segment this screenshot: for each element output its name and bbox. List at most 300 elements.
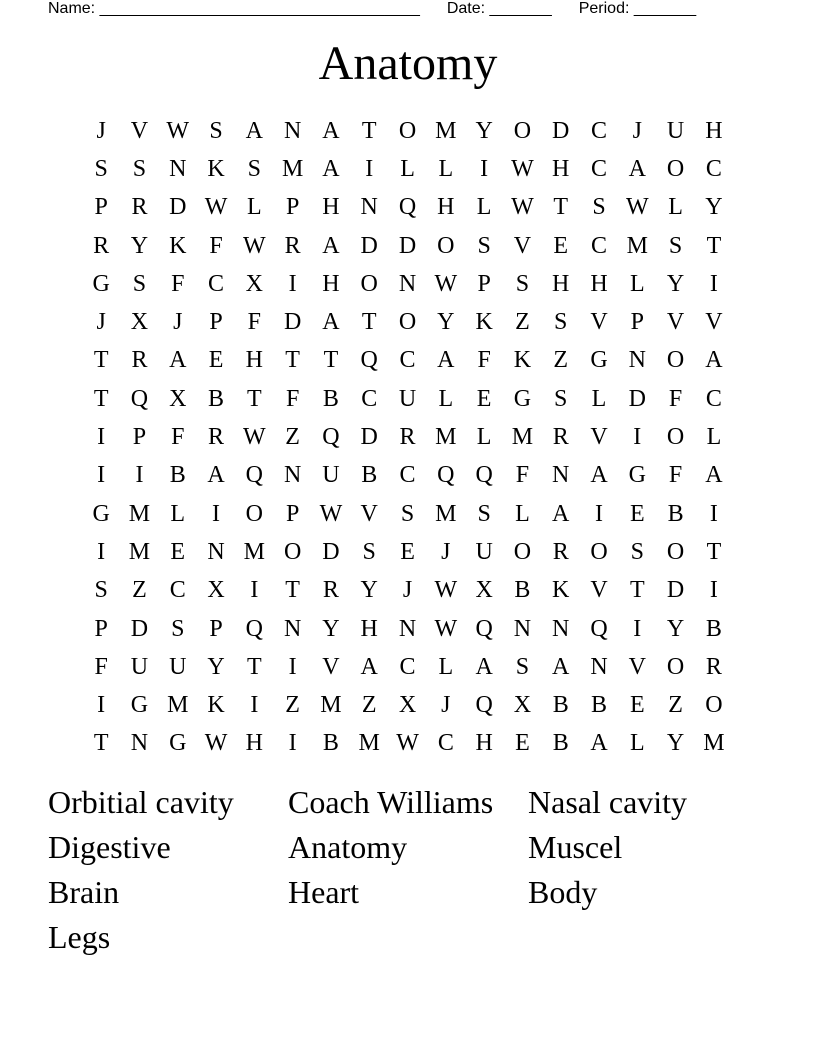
grid-letter: I [250, 577, 259, 604]
grid-letter: J [96, 117, 106, 144]
grid-letter: S [630, 538, 644, 565]
grid-letter: M [435, 117, 457, 144]
grid-letter: K [169, 232, 187, 259]
grid-letter: S [477, 500, 491, 527]
grid-letter: U [398, 385, 417, 412]
grid-letter: Y [360, 577, 378, 604]
grid-letter: F [94, 653, 108, 680]
grid-letter: N [130, 730, 149, 757]
grid-letter: B [322, 385, 339, 412]
grid-letter: L [438, 653, 454, 680]
grid-letter: O [398, 309, 417, 336]
grid-letter: Q [590, 615, 608, 642]
grid-letter: J [441, 692, 451, 719]
grid-letter: R [208, 424, 225, 451]
grid-letter: P [285, 500, 300, 527]
grid-letter: R [399, 424, 416, 451]
grid-letter: W [434, 270, 458, 297]
grid-letter: J [632, 117, 642, 144]
grid-letter: T [247, 385, 262, 412]
grid-letter: L [591, 385, 607, 412]
date-field: Date: _______ [446, 0, 552, 17]
grid-letter: S [132, 155, 147, 182]
grid-letter: O [245, 500, 263, 527]
grid-letter: F [209, 232, 223, 259]
grid-letter: O [513, 538, 532, 565]
grid-letter: A [552, 653, 570, 680]
grid-letter: X [130, 309, 149, 336]
grid-letter: V [590, 577, 608, 604]
grid-letter: O [666, 538, 685, 565]
grid-letter: U [322, 462, 340, 489]
grid-letter: S [171, 615, 185, 642]
grid-letter: M [243, 538, 265, 565]
grid-letter: L [247, 194, 262, 221]
grid-letter: R [322, 577, 339, 604]
grid-letter: R [552, 424, 569, 451]
grid-letter: H [552, 155, 570, 182]
grid-letter: W [204, 194, 228, 221]
grid-letter: W [396, 730, 419, 757]
grid-letter: I [595, 500, 603, 527]
grid-letter: P [630, 309, 644, 336]
grid-letter: Y [666, 615, 685, 642]
grid-letter: O [283, 538, 302, 565]
grid-letter: Z [132, 577, 147, 604]
grid-letter: T [285, 577, 300, 604]
word-list-item: Anatomy [288, 829, 408, 865]
grid-letter: V [360, 500, 378, 527]
grid-letter: O [666, 155, 685, 182]
header-fields [48, 0, 748, 20]
grid-letter: N [552, 615, 570, 642]
grid-letter: U [666, 117, 685, 144]
grid-letter: O [398, 117, 417, 144]
grid-letter: P [477, 270, 491, 297]
grid-letter: N [628, 347, 646, 374]
grid-letter: V [590, 424, 608, 451]
grid-letter: H [245, 347, 263, 374]
grid-letter: J [173, 309, 183, 336]
grid-letter: R [284, 232, 301, 259]
grid-letter: Z [361, 692, 377, 719]
grid-letter: S [94, 577, 108, 604]
period-field: Period: _______ [578, 0, 697, 17]
word-list-item: Coach Williams [288, 784, 494, 820]
grid-letter: X [169, 385, 187, 412]
grid-letter: Q [398, 194, 417, 221]
word-list-item: Orbitial cavity [48, 784, 234, 820]
grid-letter: T [706, 232, 722, 259]
grid-letter: X [475, 577, 493, 604]
grid-letter: H [590, 270, 608, 297]
grid-letter: I [250, 692, 259, 719]
grid-letter: T [247, 653, 262, 680]
grid-letter: L [629, 730, 645, 757]
grid-letter: M [435, 424, 457, 451]
grid-letter: O [705, 692, 723, 719]
grid-letter: B [169, 462, 186, 489]
grid-letter: V [322, 653, 340, 680]
letter-grid [82, 112, 733, 763]
grid-letter: N [552, 462, 570, 489]
grid-letter: D [628, 385, 646, 412]
grid-letter: M [320, 692, 342, 719]
grid-letter: S [477, 232, 491, 259]
grid-letter: M [167, 692, 189, 719]
grid-letter: C [591, 117, 608, 144]
grid-letter: M [358, 730, 380, 757]
grid-letter: W [625, 194, 649, 221]
grid-letter: B [705, 615, 722, 642]
grid-letter: Y [666, 730, 685, 757]
grid-letter: D [130, 615, 149, 642]
grid-letter: I [97, 424, 106, 451]
grid-letter: N [283, 615, 302, 642]
word-list-item: Nasal cavity [528, 784, 688, 820]
word-list-item: Muscel [528, 829, 623, 865]
grid-letter: N [283, 117, 302, 144]
word-list-item: Body [528, 874, 598, 910]
grid-letter: S [515, 270, 530, 297]
grid-letter: E [400, 538, 415, 565]
grid-letter: S [554, 385, 568, 412]
grid-letter: P [285, 194, 300, 221]
grid-letter: N [207, 538, 225, 565]
grid-letter: T [361, 117, 377, 144]
grid-letter: E [553, 232, 569, 259]
grid-letter: B [667, 500, 684, 527]
grid-letter: C [169, 577, 186, 604]
grid-letter: X [207, 577, 225, 604]
grid-letter: R [93, 232, 110, 259]
grid-letter: D [360, 424, 378, 451]
grid-letter: B [552, 730, 569, 757]
grid-letter: E [476, 385, 492, 412]
page-title: Anatomy [318, 37, 498, 90]
grid-letter: Y [705, 194, 723, 221]
grid-letter: M [128, 500, 151, 527]
grid-letter: P [94, 194, 108, 221]
grid-letter: N [590, 653, 608, 680]
grid-letter: P [132, 424, 147, 451]
grid-letter: O [437, 232, 455, 259]
grid-letter: B [591, 692, 608, 719]
grid-letter: I [365, 155, 374, 182]
grid-letter: T [323, 347, 339, 374]
grid-letter: S [94, 155, 108, 182]
grid-letter: W [511, 194, 534, 221]
grid-letter: A [322, 232, 340, 259]
grid-letter: A [322, 155, 340, 182]
word-list-item: Heart [288, 874, 360, 910]
grid-letter: Y [207, 653, 225, 680]
grid-letter: H [360, 615, 378, 642]
grid-letter: A [169, 347, 187, 374]
grid-letter: W [243, 232, 266, 259]
grid-letter: L [668, 194, 683, 221]
grid-letter: O [513, 117, 532, 144]
grid-letter: R [705, 653, 722, 680]
grid-letter: Q [475, 462, 493, 489]
grid-letter: A [360, 653, 378, 680]
grid-letter: E [629, 692, 645, 719]
grid-letter: K [513, 347, 532, 374]
grid-letter: E [515, 730, 530, 757]
grid-letter: W [204, 730, 228, 757]
grid-letter: G [513, 385, 532, 412]
grid-letter: R [131, 194, 148, 221]
grid-letter: H [322, 270, 340, 297]
grid-letter: U [475, 538, 493, 565]
grid-letter: T [361, 309, 377, 336]
grid-letter: M [626, 232, 648, 259]
word-list-item: Legs [48, 919, 111, 955]
grid-letter: Y [475, 117, 493, 144]
grid-letter: M [281, 155, 304, 182]
grid-letter: A [475, 653, 493, 680]
grid-letter: O [666, 653, 685, 680]
grid-letter: L [438, 385, 454, 412]
grid-letter: O [666, 424, 685, 451]
grid-letter: L [629, 270, 645, 297]
grid-letter: Z [285, 424, 300, 451]
grid-letter: I [212, 500, 221, 527]
word-list-item: Brain [48, 874, 120, 910]
grid-letter: Z [515, 309, 530, 336]
grid-letter: Q [245, 615, 263, 642]
grid-letter: I [288, 730, 297, 757]
grid-letter: G [92, 500, 110, 527]
grid-letter: O [666, 347, 685, 374]
grid-letter: F [668, 462, 683, 489]
grid-letter: A [705, 347, 723, 374]
grid-letter: C [591, 155, 608, 182]
grid-letter: S [515, 653, 530, 680]
grid-letter: A [552, 500, 570, 527]
grid-letter: D [283, 309, 302, 336]
grid-letter: D [322, 538, 340, 565]
grid-letter: G [130, 692, 149, 719]
grid-letter: B [514, 577, 531, 604]
grid-letter: O [360, 270, 378, 297]
grid-letter: I [288, 270, 297, 297]
grid-letter: H [475, 730, 493, 757]
grid-letter: H [705, 117, 723, 144]
grid-letter: N [360, 194, 378, 221]
grid-letter: N [398, 270, 417, 297]
grid-letter: A [590, 730, 608, 757]
grid-letter: K [207, 155, 225, 182]
grid-letter: T [285, 347, 300, 374]
grid-letter: Q [360, 347, 378, 374]
grid-letter: Y [322, 615, 340, 642]
grid-letter: X [245, 270, 263, 297]
grid-letter: I [709, 270, 718, 297]
grid-letter: C [399, 462, 416, 489]
grid-letter: M [511, 424, 534, 451]
grid-letter: C [399, 653, 416, 680]
grid-letter: N [513, 615, 532, 642]
grid-letter: Y [437, 309, 455, 336]
grid-letter: B [322, 730, 339, 757]
grid-letter: G [169, 730, 187, 757]
grid-letter: C [705, 385, 722, 412]
grid-letter: A [207, 462, 225, 489]
grid-letter: S [362, 538, 376, 565]
grid-letter: F [171, 270, 185, 297]
grid-letter: S [554, 309, 568, 336]
word-list [48, 780, 768, 960]
grid-letter: D [552, 117, 570, 144]
grid-letter: W [511, 155, 534, 182]
grid-letter: F [171, 424, 185, 451]
grid-letter: N [283, 462, 302, 489]
grid-letter: A [628, 155, 646, 182]
grid-letter: B [361, 462, 378, 489]
grid-letter: D [666, 577, 685, 604]
grid-letter: C [208, 270, 225, 297]
grid-letter: A [245, 117, 263, 144]
grid-letter: I [709, 577, 718, 604]
grid-letter: I [709, 500, 718, 527]
grid-letter: V [705, 309, 723, 336]
grid-letter: Y [130, 232, 149, 259]
grid-letter: V [130, 117, 149, 144]
grid-letter: W [319, 500, 343, 527]
grid-letter: T [93, 385, 109, 412]
grid-letter: A [322, 117, 340, 144]
grid-letter: P [94, 615, 108, 642]
grid-letter: L [476, 424, 492, 451]
grid-letter: T [93, 347, 109, 374]
grid-letter: M [703, 730, 725, 757]
grid-letter: A [705, 462, 723, 489]
grid-letter: D [360, 232, 378, 259]
grid-letter: K [475, 309, 493, 336]
grid-letter: T [93, 730, 109, 757]
grid-letter: C [361, 385, 378, 412]
grid-letter: O [590, 538, 608, 565]
grid-letter: C [399, 347, 416, 374]
grid-letter: S [592, 194, 606, 221]
grid-letter: K [207, 692, 225, 719]
grid-letter: U [130, 653, 149, 680]
grid-letter: F [285, 385, 300, 412]
grid-letter: F [515, 462, 530, 489]
grid-letter: S [132, 270, 147, 297]
grid-letter: F [477, 347, 491, 374]
grid-letter: B [208, 385, 225, 412]
grid-letter: N [169, 155, 187, 182]
grid-letter: S [400, 500, 415, 527]
grid-letter: E [170, 538, 186, 565]
grid-letter: E [629, 500, 645, 527]
grid-letter: P [209, 309, 223, 336]
grid-letter: I [97, 538, 106, 565]
grid-letter: Q [245, 462, 263, 489]
grid-letter: G [590, 347, 608, 374]
grid-letter: W [434, 615, 458, 642]
grid-letter: R [131, 347, 148, 374]
grid-letter: X [398, 692, 417, 719]
grid-letter: U [169, 653, 187, 680]
grid-letter: T [706, 538, 722, 565]
grid-letter: I [480, 155, 489, 182]
grid-letter: I [135, 462, 144, 489]
grid-letter: W [434, 577, 458, 604]
grid-letter: I [97, 692, 106, 719]
grid-letter: M [435, 500, 457, 527]
grid-letter: I [633, 615, 642, 642]
grid-letter: P [209, 615, 223, 642]
grid-letter: D [169, 194, 187, 221]
grid-letter: J [402, 577, 413, 604]
grid-letter: H [552, 270, 570, 297]
grid-letter: G [92, 270, 110, 297]
grid-letter: X [513, 692, 532, 719]
grid-letter: Q [130, 385, 149, 412]
grid-letter: Q [437, 462, 455, 489]
grid-letter: I [633, 424, 642, 451]
grid-letter: A [437, 347, 455, 374]
grid-letter: S [668, 232, 683, 259]
grid-letter: Z [285, 692, 300, 719]
grid-letter: C [705, 155, 722, 182]
grid-letter: M [128, 538, 151, 565]
grid-letter: D [398, 232, 417, 259]
grid-letter: L [706, 424, 722, 451]
grid-letter: V [513, 232, 532, 259]
grid-letter: E [208, 347, 224, 374]
grid-letter: I [97, 462, 106, 489]
word-list-item: Digestive [48, 829, 171, 865]
grid-letter: N [398, 615, 417, 642]
grid-letter: L [170, 500, 186, 527]
grid-letter: F [668, 385, 683, 412]
grid-letter: Z [668, 692, 683, 719]
grid-letter: Y [666, 270, 685, 297]
grid-letter: G [628, 462, 646, 489]
grid-letter: V [666, 309, 685, 336]
grid-letter: L [476, 194, 492, 221]
grid-letter: C [437, 730, 454, 757]
grid-letter: Z [553, 347, 569, 374]
grid-letter: S [247, 155, 262, 182]
grid-letter: V [628, 653, 646, 680]
grid-letter: H [245, 730, 263, 757]
grid-letter: J [96, 309, 106, 336]
grid-letter: C [591, 232, 608, 259]
grid-letter: R [552, 538, 569, 565]
name-field: Name: ____________________________________ [48, 0, 420, 17]
grid-letter: T [629, 577, 645, 604]
grid-letter: H [322, 194, 340, 221]
grid-letter: A [322, 309, 340, 336]
grid-letter: F [247, 309, 262, 336]
grid-letter: L [400, 155, 415, 182]
grid-letter: S [209, 117, 223, 144]
grid-letter: T [553, 194, 569, 221]
grid-letter: L [438, 155, 454, 182]
grid-letter: W [166, 117, 190, 144]
grid-letter: J [441, 538, 451, 565]
grid-letter: L [515, 500, 530, 527]
grid-letter: K [552, 577, 570, 604]
grid-letter: Q [475, 692, 493, 719]
grid-letter: Q [475, 615, 493, 642]
grid-letter: B [552, 692, 569, 719]
